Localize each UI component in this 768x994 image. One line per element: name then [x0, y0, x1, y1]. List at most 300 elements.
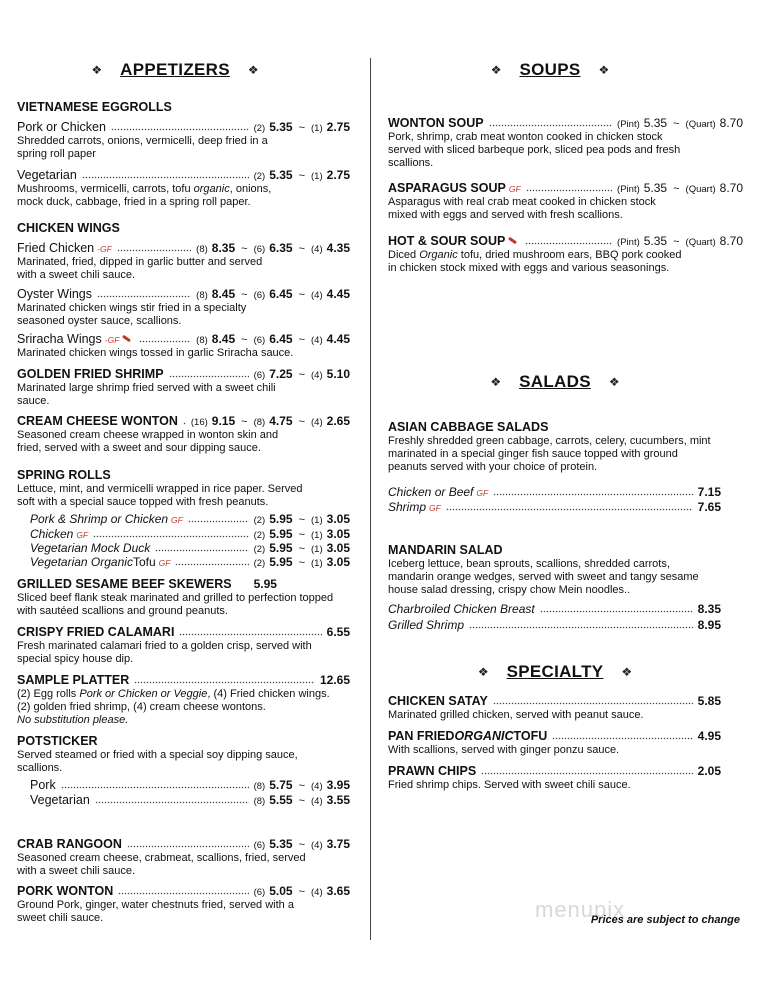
item-name-line — [388, 543, 721, 558]
portion-size: (2) — [253, 544, 266, 555]
price: 5.95 — [269, 541, 293, 555]
price: 8.35 — [697, 602, 721, 616]
item-description: soft with a special sauce topped with fresh peanuts. — [17, 496, 269, 508]
price: 4.45 — [326, 287, 350, 301]
menu-group — [388, 420, 721, 474]
price-separator: ~ — [241, 243, 248, 255]
section-title: SALADS — [519, 372, 591, 391]
portion-size: (1) — [311, 123, 323, 134]
portion-size: (1) — [311, 558, 323, 569]
item-name: POTSTICKER — [17, 734, 98, 748]
price: 2.65 — [326, 414, 350, 428]
item-prices — [617, 234, 743, 250]
portion-size: (4) — [311, 887, 323, 898]
menu-item — [388, 694, 721, 722]
item-prices — [698, 694, 721, 709]
menu-item — [17, 367, 350, 408]
item-name-line — [30, 778, 350, 793]
ornament-icon: ❖ — [477, 665, 489, 679]
price: 3.55 — [326, 793, 350, 807]
price: 7.65 — [697, 500, 721, 514]
dot-leader — [493, 695, 693, 705]
menu-group — [17, 468, 350, 509]
item-name-line — [17, 884, 350, 899]
price: 8.35 — [211, 241, 236, 255]
dot-leader — [552, 730, 692, 740]
ornament-icon: ❖ — [608, 375, 620, 389]
item-prices — [254, 577, 277, 592]
price-separator: ~ — [298, 369, 306, 381]
dot-leader — [118, 885, 248, 895]
item-name-line — [388, 602, 721, 617]
item-description: (2) golden fried shrimp, (4) cream cheese wontons. — [17, 701, 266, 713]
item-description: special spicy house dip. — [17, 653, 134, 665]
price: 3.65 — [326, 884, 350, 898]
dot-leader — [175, 556, 248, 566]
price: 5.35 — [269, 837, 293, 851]
item-description: Marinated large shrimp fried served with a sweet chili — [17, 382, 276, 394]
item-prices — [254, 367, 350, 383]
price: 5.10 — [326, 367, 350, 381]
price: 6.35 — [269, 241, 293, 255]
portion-size: (Quart) — [685, 184, 716, 195]
item-prices — [254, 555, 350, 571]
price-separator: ~ — [298, 243, 306, 255]
item-name-line — [17, 577, 350, 592]
item-name: TOFU — [513, 729, 548, 743]
price: 5.85 — [697, 694, 721, 708]
menu-item — [17, 673, 350, 727]
item-description: Served steamed or fried with a special soy dipping sauce, — [17, 749, 298, 761]
price: 6.55 — [326, 625, 350, 639]
item-name: Vegetarian — [30, 793, 90, 807]
price-separator: ~ — [298, 289, 306, 301]
item-name-line — [17, 100, 350, 115]
item-name-line — [388, 729, 721, 744]
menu-item — [388, 234, 743, 275]
dot-leader — [139, 333, 191, 343]
portion-size: (2) — [253, 123, 266, 134]
portion-size: (8) — [253, 781, 266, 792]
item-description: Asparagus with real crab meat cooked in chicken stock — [388, 196, 656, 208]
price: 5.35 — [269, 168, 293, 182]
item-name: ORGANIC — [454, 729, 514, 743]
item-prices — [698, 729, 721, 744]
price-separator: ~ — [298, 839, 306, 851]
item-name-line — [30, 793, 350, 808]
dot-leader — [117, 242, 191, 252]
portion-size: (Pint) — [617, 184, 640, 195]
item-prices — [254, 120, 350, 136]
item-name-line — [388, 618, 721, 633]
section-title: SOUPS — [519, 60, 581, 79]
portion-size: (8) — [253, 417, 266, 428]
item-description: served with sliced barbeque pork, sliced pea pods and fresh — [388, 144, 681, 156]
price: 2.75 — [326, 168, 350, 182]
chili-pepper-icon — [508, 237, 517, 245]
portion-size: (2) — [253, 515, 266, 526]
price: 8.45 — [211, 287, 236, 301]
menu-item — [388, 181, 743, 222]
dot-leader — [526, 182, 612, 192]
price-separator: ~ — [241, 289, 248, 301]
portion-size: (1) — [311, 171, 323, 182]
item-description: with a sweet chili sauce. — [17, 269, 135, 281]
item-description: seasoned oyster sauce, scallions. — [17, 315, 182, 327]
portion-size: (6) — [253, 840, 266, 851]
portion-size: (4) — [311, 796, 323, 807]
item-name: HOT & SOUR SOUP — [388, 234, 506, 248]
portion-size: (4) — [311, 370, 323, 381]
section-header-appetizers — [20, 59, 330, 81]
item-prices — [254, 793, 350, 809]
price-separator: ~ — [673, 236, 680, 248]
menu-item — [17, 884, 350, 925]
description-text: tofu, dried mushroom ears, BBQ pork cooked — [457, 249, 682, 261]
price-separator: ~ — [298, 543, 306, 555]
price: 3.05 — [326, 512, 350, 526]
dot-leader — [61, 779, 249, 789]
portion-size: (1) — [311, 544, 323, 555]
item-name-line — [30, 512, 350, 527]
item-name: PAN FRIED — [388, 729, 455, 743]
description-text: Pork or Chicken or Veggie — [79, 688, 208, 700]
portion-size: (4) — [311, 840, 323, 851]
portion-size: (16) — [190, 417, 208, 428]
section-title: APPETIZERS — [120, 60, 230, 79]
price: 2.05 — [697, 764, 721, 778]
item-prices — [617, 181, 743, 197]
item-prices — [196, 287, 350, 303]
item-name-line — [388, 116, 743, 131]
item-prices — [698, 602, 721, 617]
price: 8.70 — [719, 181, 743, 195]
item-name-line — [17, 625, 350, 640]
item-name: GRILLED SESAME BEEF SKEWERS — [17, 577, 232, 591]
portion-size: (Quart) — [685, 119, 716, 130]
item-name: Sriracha Wings — [17, 332, 102, 346]
section-header-specialty — [400, 661, 710, 683]
portion-size: (4) — [311, 781, 323, 792]
menu-item — [30, 555, 350, 570]
item-prices — [254, 837, 350, 853]
item-name: ASPARAGUS SOUP — [388, 181, 506, 195]
item-name-line — [30, 527, 350, 542]
item-name: CRISPY FRIED CALAMARI — [17, 625, 175, 639]
section-header-soups — [395, 59, 705, 81]
price-separator: ~ — [298, 529, 306, 541]
item-name-line — [388, 420, 721, 435]
price: 7.15 — [697, 485, 721, 499]
item-name: PORK WONTON — [17, 884, 114, 898]
portion-size: (6) — [253, 335, 266, 346]
column-divider — [370, 58, 371, 940]
item-name-line — [17, 287, 350, 302]
item-description: sweet chili sauce. — [17, 912, 104, 924]
item-name-line — [17, 734, 350, 749]
item-description — [17, 183, 350, 196]
menu-item — [388, 500, 721, 515]
menu-item — [17, 168, 350, 209]
item-name: Vegetarian Mock Duck — [30, 541, 151, 555]
item-name-line — [17, 414, 350, 429]
ornament-icon: ❖ — [91, 63, 103, 77]
dot-leader — [134, 674, 315, 684]
dot-leader — [493, 486, 692, 496]
item-name-line — [17, 241, 350, 256]
dot-leader — [481, 765, 692, 775]
price-separator: ~ — [673, 118, 680, 130]
price: 5.95 — [253, 577, 277, 591]
price-separator: ~ — [241, 334, 248, 346]
item-name: CHICKEN WINGS — [17, 221, 120, 235]
price-separator: ~ — [298, 886, 306, 898]
dot-leader — [155, 542, 248, 552]
ornament-icon: ❖ — [598, 63, 610, 77]
dot-leader — [97, 288, 191, 298]
item-name: Tofu — [132, 555, 156, 569]
menu-item — [388, 729, 721, 757]
item-name: PRAWN CHIPS — [388, 764, 477, 778]
portion-size: (4) — [311, 417, 323, 428]
portion-size: (8) — [196, 244, 208, 255]
price-separator: ~ — [298, 416, 306, 428]
item-name-line — [388, 234, 743, 249]
item-prices — [698, 485, 721, 500]
item-description: with sautéed scallions and ground peanuts. — [17, 605, 228, 617]
item-prices — [254, 168, 350, 184]
item-description: Sliced beef flank steak marinated and grilled to perfection topped — [17, 592, 334, 604]
chili-pepper-icon — [122, 335, 131, 343]
item-name: CRAB RANGOON — [17, 837, 122, 851]
item-prices — [327, 625, 350, 640]
dot-leader — [82, 169, 249, 179]
price: 12.65 — [319, 673, 350, 687]
portion-size: (2) — [253, 558, 266, 569]
item-description: Ground Pork, ginger, water chestnuts fried, served with a — [17, 899, 294, 911]
item-name: SAMPLE PLATTER — [17, 673, 130, 687]
menu-item — [30, 541, 350, 556]
item-description: spring roll paper — [17, 148, 96, 160]
price: 3.05 — [326, 541, 350, 555]
price: 3.95 — [326, 778, 350, 792]
item-description: marinated in a special ginger fish sauce topped with ground — [388, 448, 678, 460]
item-name-line — [17, 367, 350, 382]
item-prices — [196, 241, 350, 257]
item-description: Marinated grilled chicken, served with peanut sauce. — [388, 709, 644, 721]
portion-size: (1) — [311, 515, 323, 526]
price-disclaimer: Prices are subject to change — [590, 914, 740, 926]
dot-leader — [93, 528, 248, 538]
gluten-free-tag: GF — [158, 558, 171, 568]
gluten-free-tag: GF — [476, 488, 489, 498]
price-separator: ~ — [298, 514, 306, 526]
description-text: (2) Egg rolls — [17, 688, 80, 700]
item-name-line — [388, 181, 743, 196]
price-separator: ~ — [298, 557, 306, 569]
item-description: mandarin orange wedges, served with sweet and tangy sesame — [388, 571, 699, 583]
portion-size: (Pint) — [617, 237, 640, 248]
ornament-icon: ❖ — [490, 375, 502, 389]
price-separator: ~ — [298, 780, 306, 792]
item-prices — [698, 618, 721, 633]
description-text: Mushrooms, vermicelli, carrots, tofu — [17, 183, 194, 195]
item-description: Pork, shrimp, crab meat wonton cooked in chicken stock — [388, 131, 663, 143]
description-text: Organic — [419, 249, 458, 261]
price: 5.35 — [643, 181, 668, 195]
menu-item — [388, 485, 721, 500]
portion-size: (6) — [253, 244, 266, 255]
item-description: fried, served with a sweet and sour dipping sauce. — [17, 442, 261, 454]
portion-size: (1) — [311, 530, 323, 541]
price-separator: ~ — [298, 334, 306, 346]
item-description: Lettuce, mint, and vermicelli wrapped in rice paper. Served — [17, 483, 303, 495]
gluten-free-tag: GF — [429, 503, 441, 513]
portion-size: (2) — [253, 530, 266, 541]
menu-item — [17, 625, 350, 666]
portion-size: (6) — [253, 887, 266, 898]
item-name-line — [388, 764, 721, 779]
item-description: mixed with eggs and served with fresh scallions. — [388, 209, 623, 221]
item-name: MANDARIN SALAD — [388, 543, 503, 557]
price: 5.95 — [269, 527, 293, 541]
price-separator: ~ — [298, 795, 306, 807]
menu-item — [17, 332, 350, 360]
price-separator: ~ — [298, 170, 306, 182]
item-name-line — [388, 485, 721, 500]
description-text: Diced — [388, 249, 420, 261]
price: 8.70 — [719, 234, 743, 248]
item-description: Iceberg lettuce, bean sprouts, scallions, shredded carrots, — [388, 558, 670, 570]
gluten-free-tag: GF — [171, 515, 183, 525]
section-header-salads — [400, 371, 710, 393]
price: 5.95 — [269, 512, 293, 526]
price: 5.55 — [269, 793, 293, 807]
item-name: Oyster Wings — [17, 287, 93, 301]
item-description: scallions. — [17, 762, 63, 774]
ornament-icon: ❖ — [247, 63, 259, 77]
menu-group — [17, 734, 350, 775]
item-name-line — [30, 541, 350, 556]
item-name: CHICKEN SATAY — [388, 694, 488, 708]
price: 5.35 — [643, 116, 668, 130]
item-name-line — [17, 332, 350, 347]
item-name-line — [17, 673, 350, 688]
menu-item — [30, 527, 350, 542]
description-text: No substitution please. — [17, 714, 129, 726]
item-name-line — [17, 168, 350, 183]
item-name-line — [30, 555, 350, 570]
dot-leader — [489, 117, 612, 127]
item-name: Shrimp — [388, 500, 427, 514]
price: 8.95 — [697, 618, 721, 632]
item-description: with a sweet chili sauce. — [17, 865, 135, 877]
price-separator: ~ — [298, 122, 306, 134]
item-prices — [698, 500, 721, 515]
item-description: sauce. — [17, 395, 50, 407]
item-description: Fresh marinated calamari fried to a golden crisp, served with — [17, 640, 312, 652]
item-name: Fried Chicken — [17, 241, 95, 255]
item-prices — [196, 332, 350, 348]
price: 5.95 — [269, 555, 293, 569]
menu-item — [17, 120, 350, 161]
item-description: With scallions, served with ginger ponzu sauce. — [388, 744, 620, 756]
price: 3.05 — [326, 555, 350, 569]
menu-group — [17, 221, 350, 236]
item-name-line — [388, 694, 721, 709]
price: 6.45 — [269, 332, 293, 346]
watermark: menupix — [535, 897, 626, 922]
menu-item — [17, 837, 350, 878]
item-name: Vegetarian — [17, 168, 77, 182]
price: 4.35 — [326, 241, 350, 255]
item-description: mock duck, cabbage, fried in a spring roll paper. — [17, 196, 251, 208]
menu-item — [30, 793, 350, 808]
description-text: organic — [193, 183, 230, 195]
dot-leader — [188, 513, 249, 523]
gluten-free-tag: GF — [508, 184, 521, 194]
portion-size: (6) — [253, 290, 266, 301]
item-name-line — [17, 221, 350, 236]
item-prices — [254, 884, 350, 900]
item-prices — [254, 512, 350, 528]
item-name-line — [17, 837, 350, 852]
item-name: Grilled Shrimp — [388, 618, 465, 632]
section-title: SPECIALTY — [506, 662, 604, 681]
item-name: Chicken or Beef — [388, 485, 474, 499]
item-name-line — [17, 120, 350, 135]
item-name: Pork — [30, 778, 56, 792]
item-name: Charbroiled Chicken Breast — [388, 602, 535, 616]
menu-item — [17, 414, 350, 455]
item-description: peanuts served with your choice of protein. — [388, 461, 598, 473]
item-description: Marinated, fried, dipped in garlic butter and served — [17, 256, 263, 268]
item-prices — [617, 116, 743, 132]
price: 4.75 — [269, 414, 293, 428]
dot-leader — [111, 121, 249, 131]
portion-size: (Quart) — [685, 237, 716, 248]
price: 5.05 — [269, 884, 293, 898]
item-description — [17, 688, 350, 701]
gluten-free-tag: GF — [76, 530, 89, 540]
price: 4.45 — [326, 332, 350, 346]
price: 2.75 — [326, 120, 350, 134]
menu-item — [388, 764, 721, 792]
item-description: Seasoned cream cheese wrapped in wonton skin and — [17, 429, 279, 441]
item-name-line — [388, 500, 721, 515]
item-name: VIETNAMESE EGGROLLS — [17, 100, 172, 114]
item-name: WONTON SOUP — [388, 116, 484, 130]
portion-size: (4) — [311, 290, 323, 301]
menu-item — [17, 577, 350, 618]
item-prices — [191, 414, 350, 430]
item-name: Pork or Chicken — [17, 120, 106, 134]
dot-leader — [446, 501, 693, 511]
description-text: , onions, — [229, 183, 272, 195]
item-description: Seasoned cream cheese, crabmeat, scallions, fried, served — [17, 852, 306, 864]
item-name: CREAM CHEESE WONTON — [17, 414, 178, 428]
dot-leader — [127, 838, 249, 848]
price: 8.70 — [719, 116, 743, 130]
item-description: house salad dressing, crispy chow Mein noodles.. — [388, 584, 631, 596]
portion-size: (4) — [311, 335, 323, 346]
description-text: , (4) Fried chicken wings. — [207, 688, 330, 700]
price: 8.45 — [211, 332, 236, 346]
item-description: Fried shrimp chips. Served with sweet chili sauce. — [388, 779, 631, 791]
portion-size: (2) — [253, 171, 266, 182]
item-name-line — [17, 468, 350, 483]
price: 5.35 — [269, 120, 293, 134]
